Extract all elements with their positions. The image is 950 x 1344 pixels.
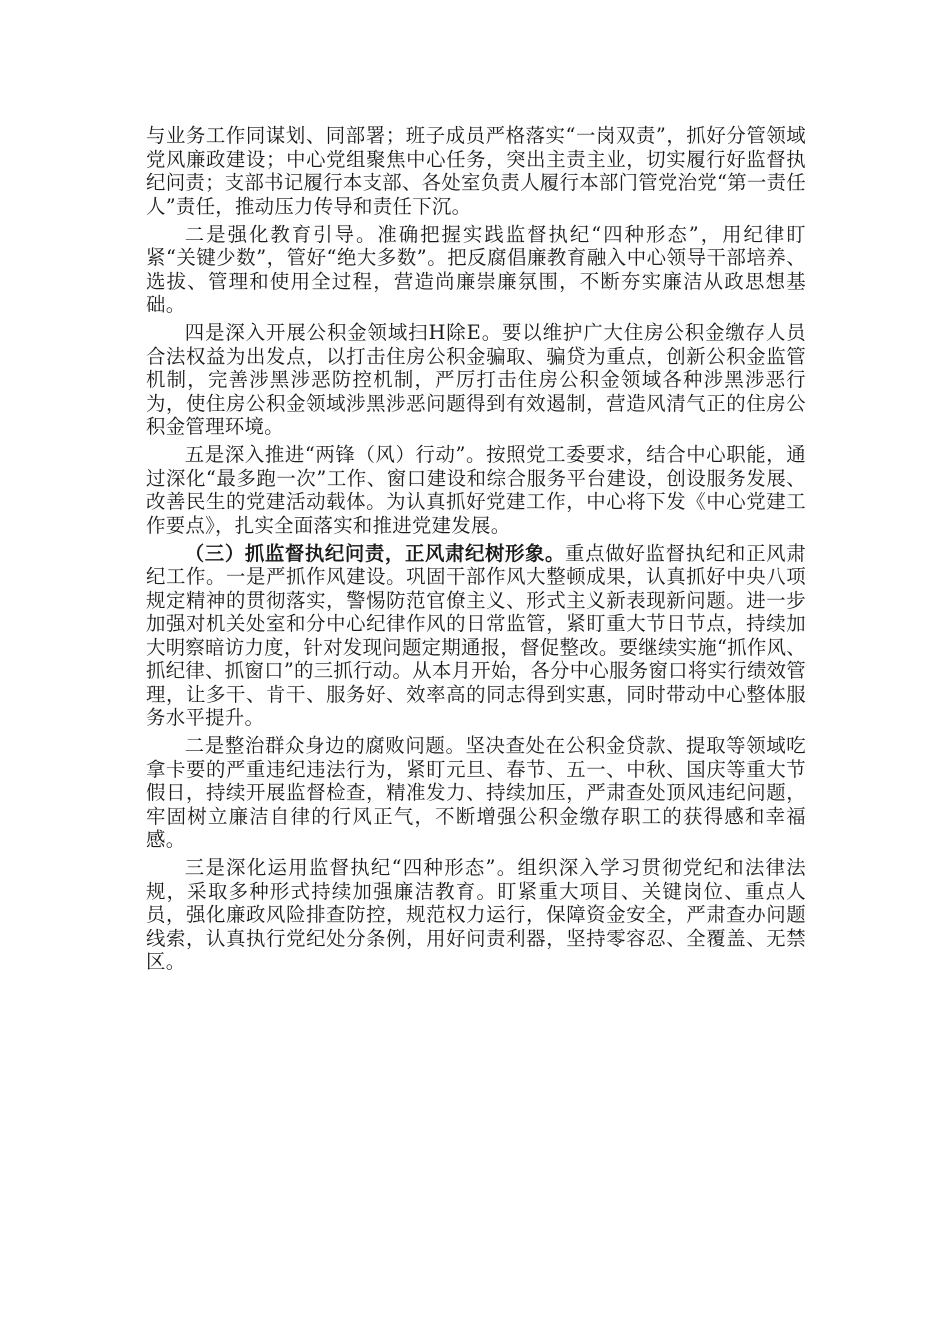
paragraph-text: 五是深入推进“两锋（风）行动”。按照党工委要求，结合中心职能，通过深化“最多跑一次”工作、窗口建设和综合服务平台建设，创设服务发展、改善民生的党建活动载体。为认真抓好党建工作，中心将下发《中心党建工作要点》，扎实全面落实和推进党建发展。 — [146, 443, 806, 537]
paragraph-text: 三是深化运用监督执纪“四种形态”。组织深入学习贯彻党纪和法律法规，采取多种形式持续加强廉洁教育。盯紧重大项目、关键岗位、重点人员，强化廉政风险排查防控，规范权力运行，保障资金安全，严肃查办问题线索，认真执行党纪处分条例，用好问责利器，坚持零容忍、全覆盖、无禁区。 — [146, 856, 806, 973]
paragraph-housing-fund-crackdown — [146, 321, 806, 439]
paragraph-four-forms — [146, 856, 806, 974]
paragraph-text: 二是整治群众身边的腐败问题。坚决查处在公积金贷款、提取等领域吃拿卡要的严重违纪违法行为，紧盯元旦、春节、五一、中秋、国庆等重大节假日，持续开展监督检查，精准发力、持续加压，严肃查处顶风违纪问题，牢固树立廉洁自律的行风正气，不断增强公积金缴存职工的获得感和幸福感。 — [146, 734, 806, 851]
paragraph-two-wind-action — [146, 443, 806, 537]
paragraph-text: 四是深入开展公积金领域扫H除E。要以维护广大住房公积金缴存人员合法权益为出发点，以打击住房公积金骗取、骗贷为重点，创新公积金监管机制，完善涉黑涉恶防控机制，严厉打击住房公积金领域各种涉黑涉恶行为，使住房公积金领域涉黑涉恶问题得到有效遏制，营造风清气正的住房公积金管理环境。 — [146, 321, 806, 438]
document-body — [146, 124, 806, 978]
paragraph-continuation — [146, 124, 806, 218]
paragraph-corruption-rectification — [146, 734, 806, 852]
paragraph-text: 二是强化教育引导。准确把握实践监督执纪“四种形态”，用纪律盯紧“关键少数”，管好“绝大多数”。把反腐倡廉教育融入中心领导干部培养、选拔、管理和使用全过程，营造尚廉崇廉氛围，不断夯实廉洁从政思想基础。 — [146, 222, 806, 316]
section-heading: （三）抓监督执纪问责，正风肃纪树形象。 — [184, 541, 566, 565]
paragraph-text: 重点做好监督执纪和正风肃纪工作。一是严抓作风建设。巩固干部作风大整顿成果，认真抓好中央八项规定精神的贯彻落实，警惕防范官僚主义、形式主义新表现新问题。进一步加强对机关处室和分中心纪律作风的日常监管，紧盯重大节日节点，持续加大明察暗访力度，针对发现问题定期通报，督促整改。要继续实施“抓作风、抓纪律、抓窗口”的三抓行动。从本月开始，各分中心服务窗口将实行绩效管理，让多干、肯干、服务好、效率高的同志得到实惠，同时带动中心整体服务水平提升。 — [146, 541, 807, 729]
paragraph-text: 与业务工作同谋划、同部署；班子成员严格落实“一岗双责”，抓好分管领域党风廉政建设；中心党组聚焦中心任务，突出主责主业，切实履行好监督执纪问责；支部书记履行本支部、各处室负责人履行本部门管党治党“第一责任人”责任，推动压力传导和责任下沉。 — [146, 124, 807, 218]
paragraph-section-three — [146, 542, 806, 730]
paragraph-education-guidance — [146, 223, 806, 317]
